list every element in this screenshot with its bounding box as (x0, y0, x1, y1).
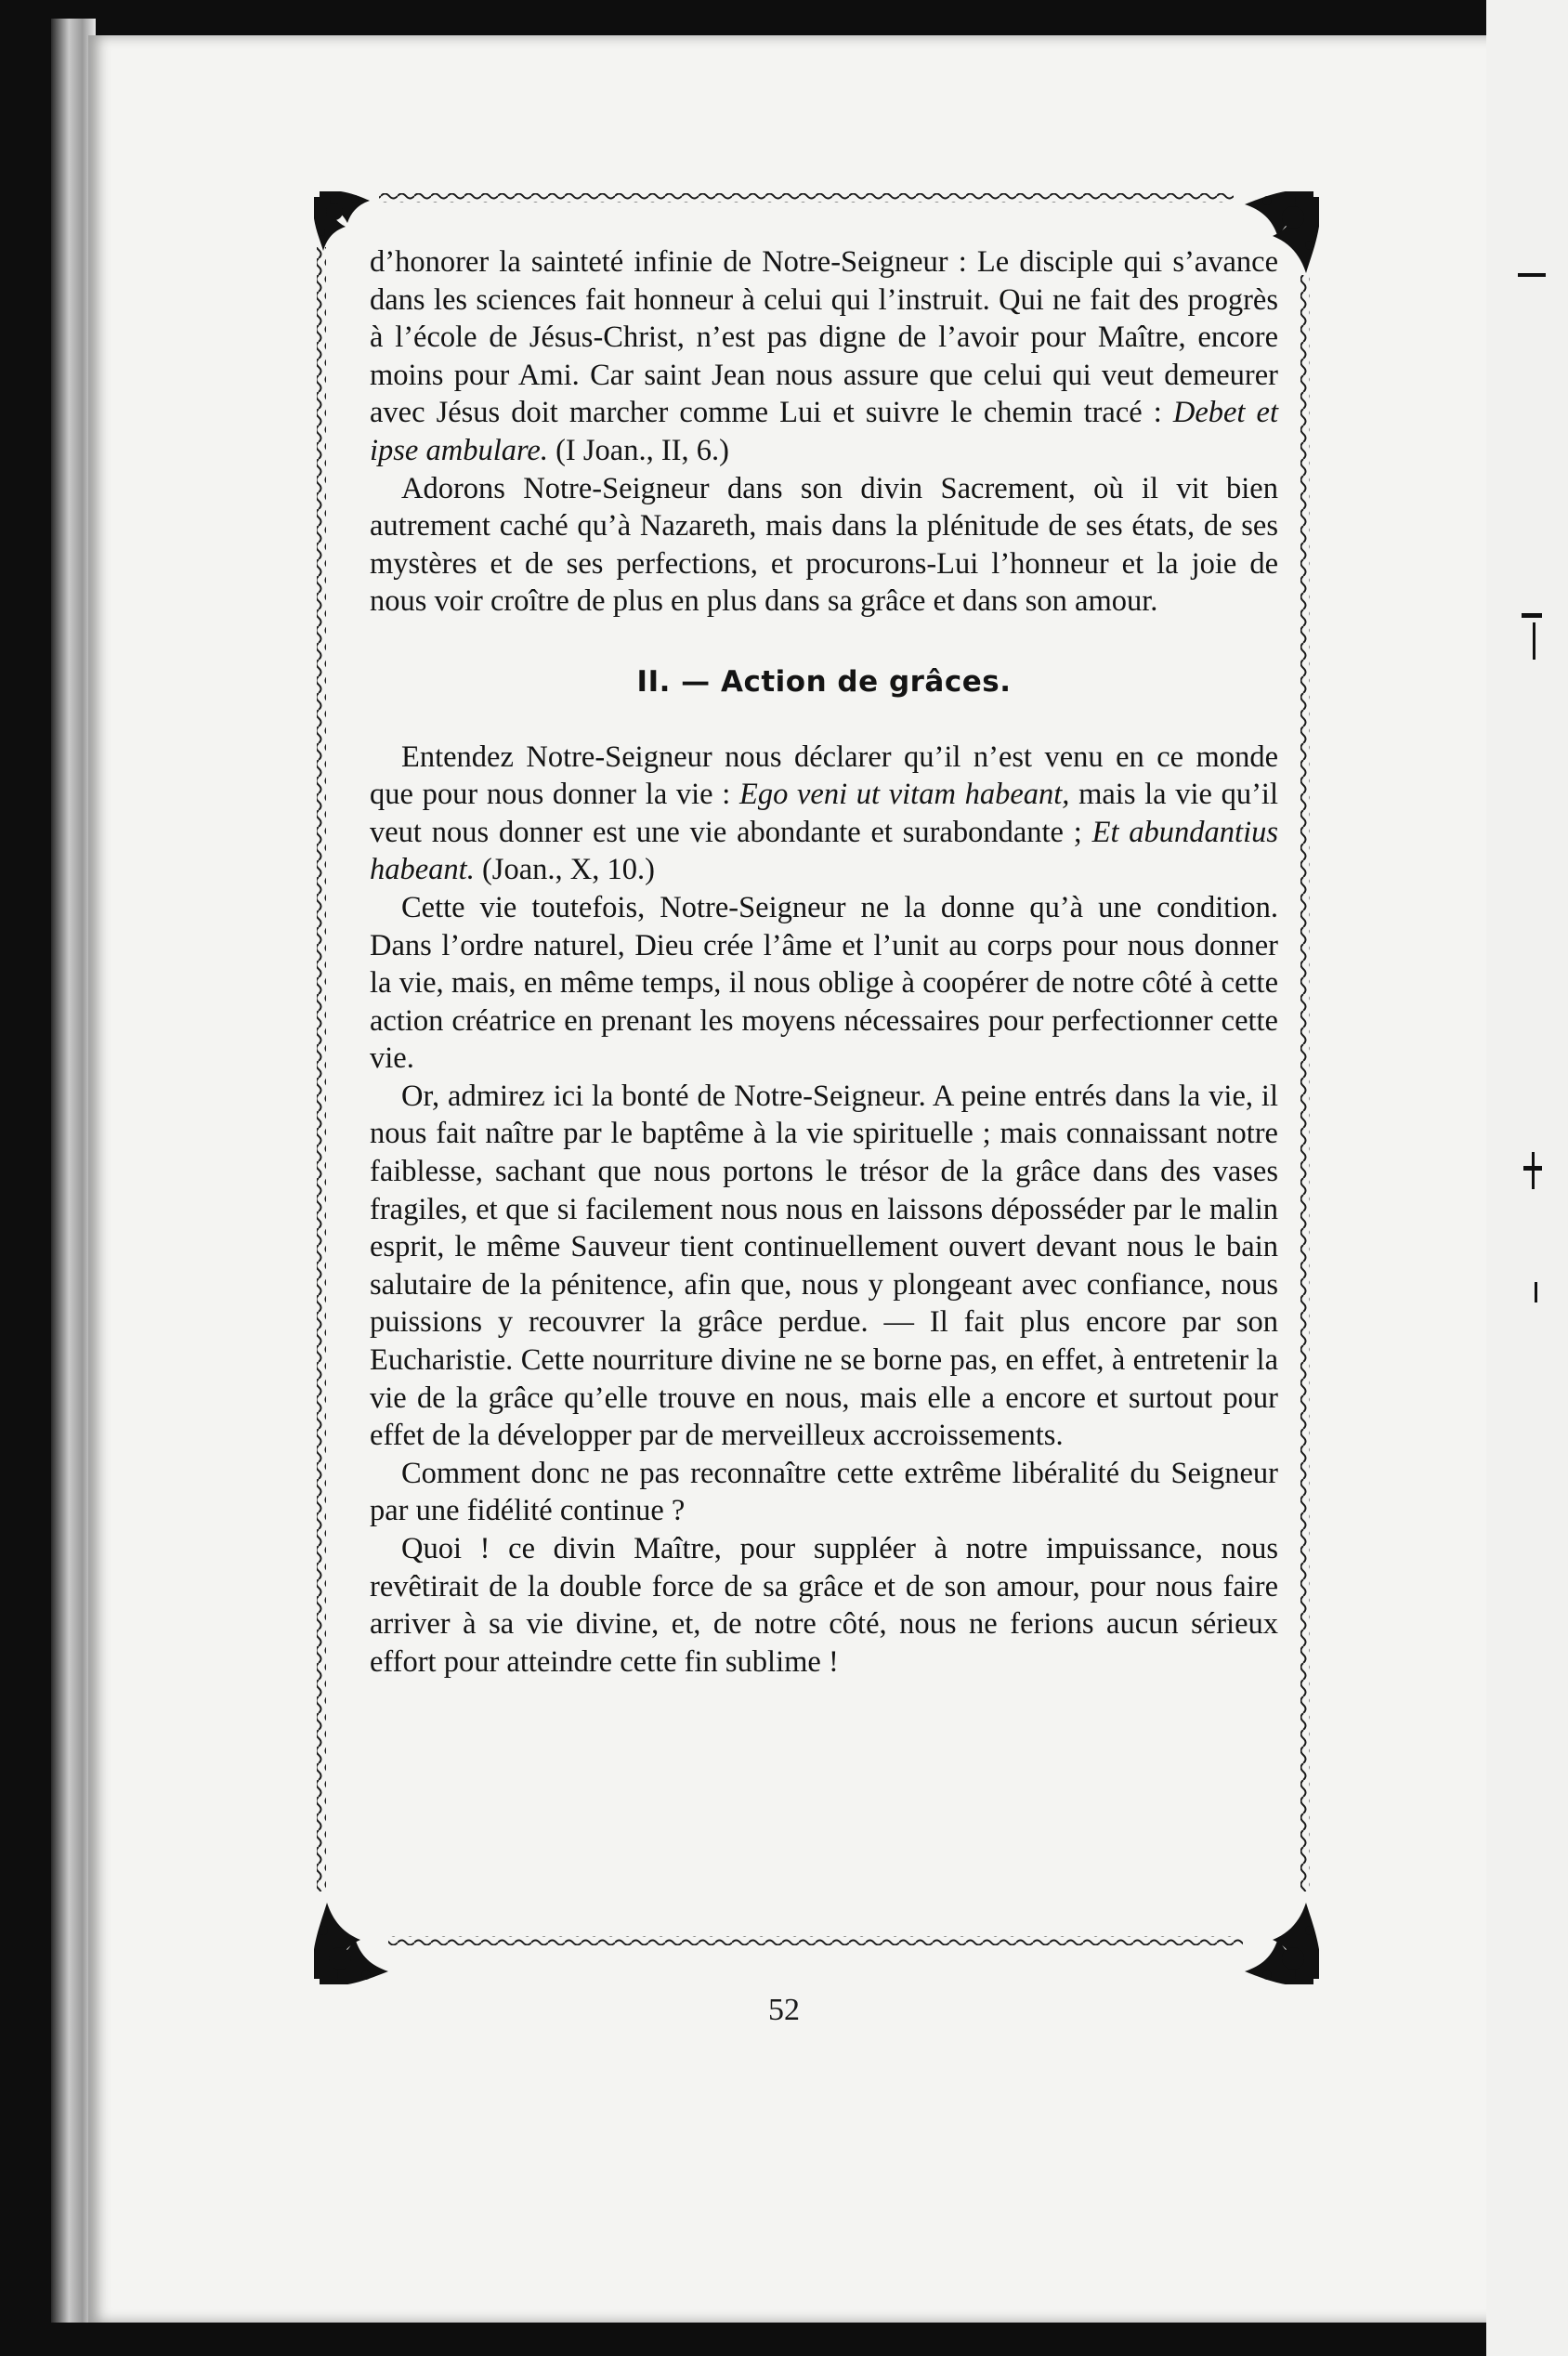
paragraph-text: Cette vie toutefois, Notre-Seigneur ne la donne qu’à une condition. Dans l’ordre naturel, Dieu crée l’âme et l’unit au corps pour nous donner la vie, mais, en même temps, il nous oblige à coopérer de notre côté à cette action créatrice en prenant les moyens nécessaires pour perfectionner cette vie. (370, 890, 1278, 1076)
text-before-heading (370, 243, 1278, 621)
paragraph (370, 889, 1278, 1078)
paragraph-text: (Joan., X, 10.) (474, 853, 655, 887)
margin-mark (1522, 613, 1542, 618)
corner-ornament-bottom-right (1245, 1903, 1319, 1984)
paragraph-text: Comment donc ne pas reconnaître cette extrême libéralité du Seigneur par une fidélité continue ? (370, 1456, 1278, 1528)
margin-mark (1518, 273, 1546, 277)
border-left (317, 247, 326, 1891)
paragraph-text: mais la vie qu’il veut nous donner est une vie abondante et surabondante ; (370, 778, 1278, 849)
page-number: 52 (768, 1993, 800, 2027)
paragraph-text: d’honorer la sainteté infinie de Notre-Seigneur : Le disciple qui s’avance dans les sciences fait honneur à celui qui l’instruit. Qui ne fait des progrès à l’école de Jésus-Christ, n’est pas digne de l’avoir pour Maître, encore moins pour Ami. Car saint Jean nous assure que celui qui veut demeurer avec Jésus doit marcher comme Lui et suivre le chemin tracé : (370, 245, 1278, 430)
margin-mark (1533, 622, 1535, 660)
paragraph (370, 1078, 1278, 1455)
border-top (379, 193, 1234, 203)
paragraph-text: (I Joan., II, 6.) (547, 433, 729, 467)
text-after-heading (370, 739, 1278, 1682)
paragraph (370, 243, 1278, 470)
latin-quotation: Ego veni ut vitam habeant, (738, 778, 1070, 812)
section-heading: II. — Action de grâces. (636, 664, 1012, 699)
border-bottom (388, 1936, 1243, 1945)
paragraph (370, 1530, 1278, 1681)
page-text (370, 243, 1278, 1681)
margin-mark (1532, 1152, 1535, 1189)
latin-quotation: Et abundantius habeant. (370, 815, 1278, 887)
paragraph (370, 1455, 1278, 1530)
paragraph (370, 739, 1278, 889)
paragraph-text: Entendez Notre-Seigneur nous déclarer qu’il n’est venu en ce monde que pour nous donner la vie : (370, 740, 1278, 812)
paragraph (370, 470, 1278, 621)
corner-ornament-top-left (314, 191, 370, 251)
paragraph-text: Adorons Notre-Seigneur dans son divin Sacrement, où il vit bien autrement caché qu’à Nazareth, mais dans la plénitude de ses états, de ses mystères et de ses perfections, et procurons-Lui l’honneur et la joie de nous voir croître de plus en plus dans sa grâce et dans son amour. (370, 471, 1278, 619)
border-right (1300, 275, 1310, 1891)
corner-ornament-bottom-left (314, 1903, 388, 1984)
paragraph-text: Or, admirez ici la bonté de Notre-Seigneur. A peine entrés dans la vie, il nous fait naître par le baptême à la vie spirituelle ; mais connaissant notre faiblesse, sachant que nous portons le trésor de la grâce dans des vases fragiles, et que si facilement nous nous en laissons déposséder par le malin esprit, le même Sauveur tient continuellement ouvert devant nous le bain salutaire de la pénitence, afin que, nous y plongeant avec confiance, nous puissions y recouvrer la grâce perdue. — Il fait plus encore par son Eucharistie. Cette nourriture divine ne se borne pas, en effet, à entretenir la vie de la grâce qu’elle trouve en nous, mais elle a encore et surtout pour effet de la développer par de merveilleux accroissements. (370, 1079, 1278, 1453)
paragraph-text: Quoi ! ce divin Maître, pour suppléer à notre impuissance, nous revêtirait de la double force de sa grâce et de son amour, pour nous faire arriver à sa vie divine, et, de notre côté, nous ne ferions aucun sérieux effort pour atteindre cette fin sublime ! (370, 1532, 1278, 1679)
margin-mark (1535, 1282, 1537, 1302)
latin-quotation: Debet et ipse ambulare. (370, 396, 1278, 467)
